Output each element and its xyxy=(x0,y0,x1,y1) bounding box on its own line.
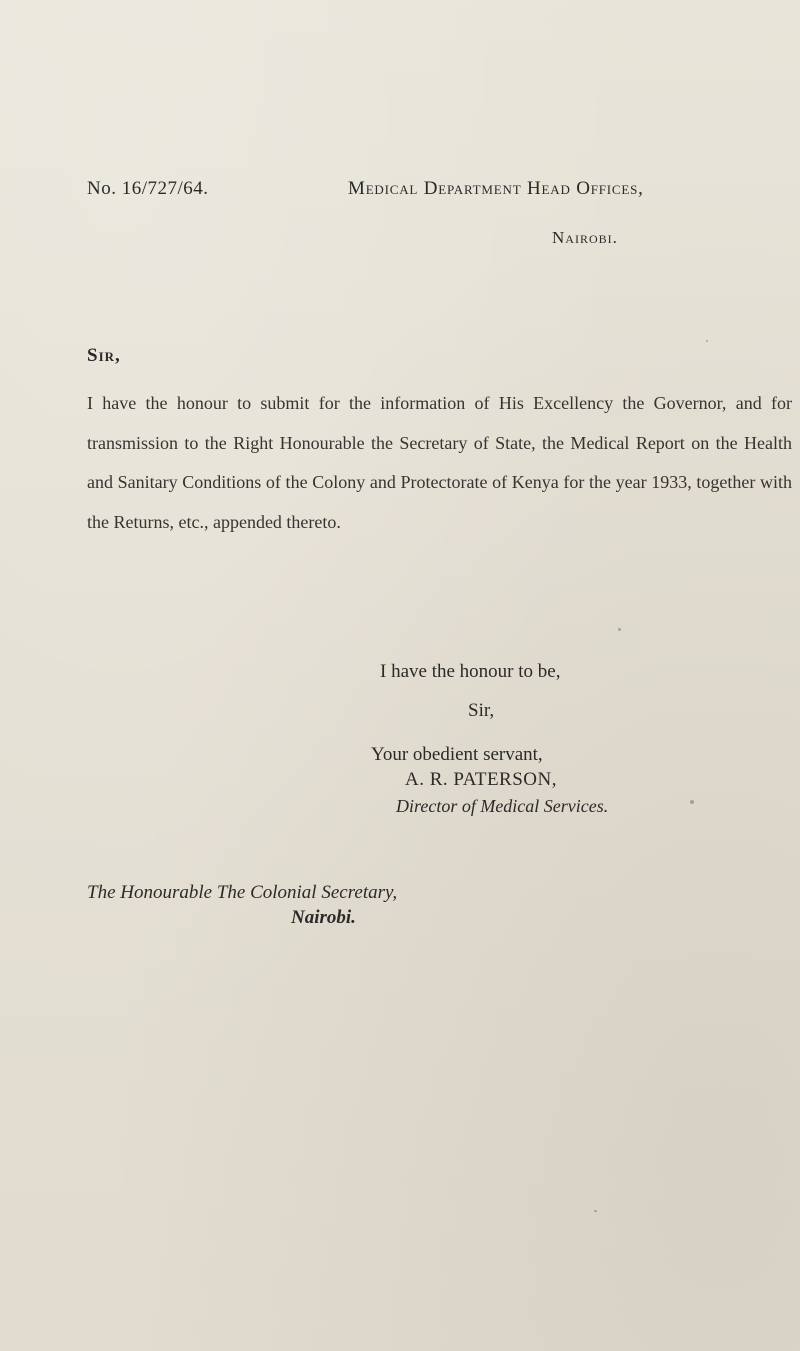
paper-speck xyxy=(432,776,434,782)
paper-speck xyxy=(618,628,621,631)
closing-line: I have the honour to be, xyxy=(380,661,561,682)
signatory-title: Director of Medical Services. xyxy=(396,796,609,816)
office-city: Nairobi. xyxy=(552,228,618,247)
reference-number: No. 16/727/64. xyxy=(87,178,209,199)
valediction: Your obedient servant, xyxy=(371,744,543,765)
letter-body: I have the honour to submit for the information of His Excellency the Governor, and for transmission to the Right Honourable the Secretary of State, the Medical Report on the Health and Sanitary Conditions of the Colony and Protectorate of Kenya for the year 1933, together with the Returns, etc., appended thereto. xyxy=(87,393,792,532)
paper-speck xyxy=(706,340,708,342)
signatory-name: A. R. PATERSON, xyxy=(405,769,557,790)
paper-speck xyxy=(594,1210,597,1212)
office-heading: Medical Department Head Offices, xyxy=(348,178,644,199)
addressee-line: The Honourable The Colonial Secretary, xyxy=(87,882,398,903)
paper-speck xyxy=(690,800,694,804)
salutation: Sir, xyxy=(87,345,121,366)
closing-sir: Sir, xyxy=(468,700,495,721)
addressee-city: Nairobi. xyxy=(291,907,356,928)
